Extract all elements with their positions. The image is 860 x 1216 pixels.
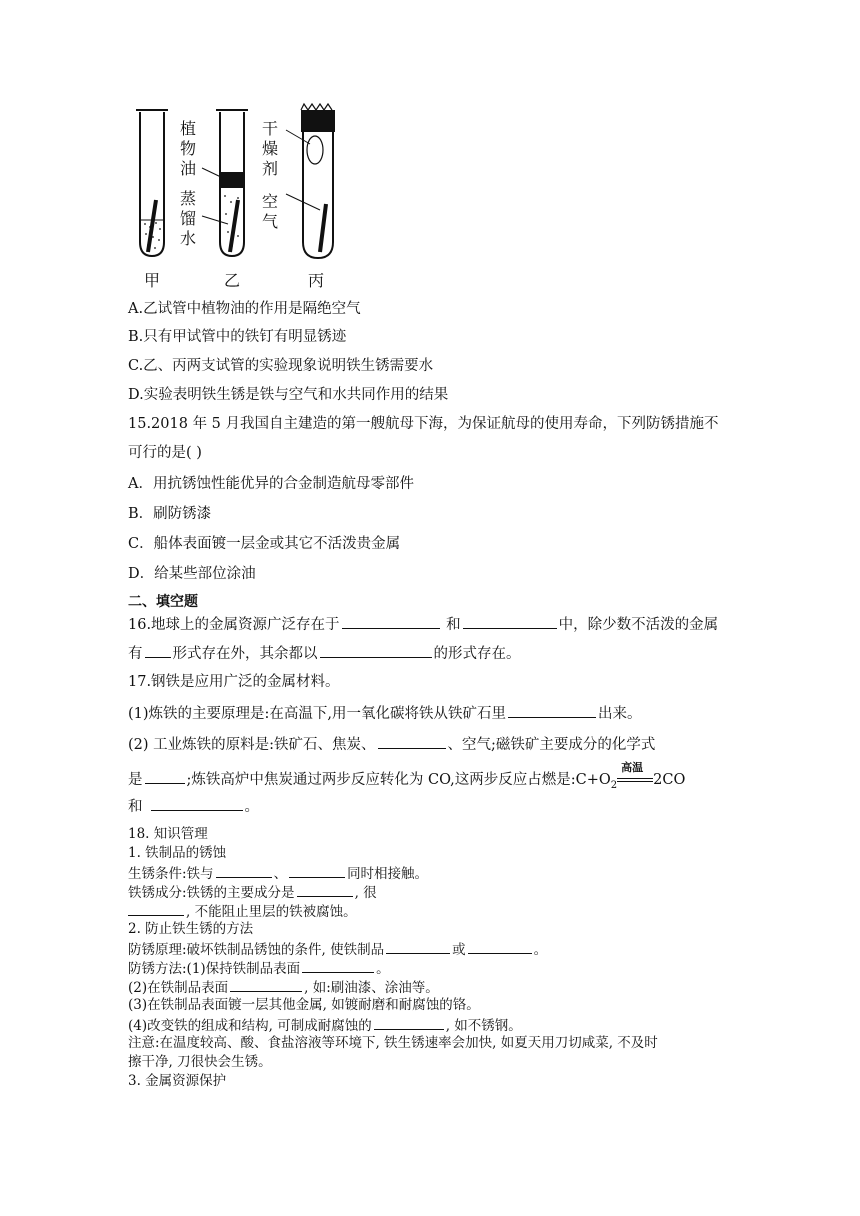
label-oil-1: 植 [180, 119, 197, 138]
q18-title: 18. 知识管理 [128, 826, 208, 842]
q15-stem-line1: 15.2018 年 5 月我国自主建造的第一艘航母下海，为保证航母的使用寿命，下列防锈措施不 [128, 416, 719, 432]
q15-option-c: C．船体表面镀一层金或其它不活泼贵金属 [128, 536, 401, 552]
label-tube-yi: 乙 [224, 271, 241, 290]
answer-blank[interactable] [508, 703, 596, 718]
tube-bing [286, 104, 335, 258]
label-water-1: 蒸 [180, 189, 197, 208]
answer-blank[interactable] [342, 614, 440, 629]
answer-blank[interactable] [302, 958, 374, 973]
test-tube-figure [128, 92, 348, 292]
answer-blank[interactable] [230, 977, 302, 992]
q18-section2: 2. 防止铁生锈的方法 [128, 921, 254, 937]
q14-option-c: C.乙、丙两支试管的实验现象说明铁生锈需要水 [128, 358, 434, 374]
answer-blank[interactable] [386, 939, 450, 954]
q14-option-b: B.只有甲试管中的铁钉有明显锈迹 [128, 329, 347, 345]
q18-method-3: (3)在铁制品表面镀一层其他金属, 如镀耐磨和耐腐蚀的铬。 [128, 997, 480, 1013]
q17-line3: 是 ;炼铁高炉中焦炭通过两步反应转化为 CO,这两步反应占燃是$:C+O_2$ 高温 2CO [128, 761, 686, 791]
label-oil-3: 油 [180, 159, 197, 178]
label-tube-jia: 甲 [144, 271, 161, 290]
q17-line2: (2) 工业炼铁的原料是:铁矿石、焦炭、 、空气;磁铁矿主要成分的化学式 [128, 734, 655, 754]
tube-jia [136, 110, 168, 256]
answer-blank[interactable] [378, 734, 446, 749]
label-desiccant-1: 干 [262, 119, 279, 138]
answer-blank[interactable] [145, 643, 171, 658]
answer-blank[interactable] [468, 939, 532, 954]
q18-method-2: (2)在铁制品表面 , 如:刷油漆、涂油等。 [128, 977, 439, 997]
answer-blank[interactable] [216, 863, 272, 878]
tube-yi [202, 110, 248, 256]
label-water-2: 馏 [180, 209, 197, 228]
label-oil-2: 物 [180, 139, 197, 158]
answer-blank[interactable] [145, 769, 185, 784]
q15-stem-line2: 可行的是( ) [128, 445, 202, 461]
q18-rust-component: 铁锈成分:铁锈的主要成分是 , 很 [128, 882, 377, 902]
label-air-2: 气 [262, 212, 279, 231]
q18-principle: 防锈原理:破坏铁制品锈蚀的条件, 使铁制品 或 。 [128, 939, 547, 959]
q17-title: 17.钢铁是应用广泛的金属材料。 [128, 674, 340, 690]
q18-condition: 生锈条件:铁与 、 同时相接触。 [128, 863, 428, 883]
answer-blank[interactable] [289, 863, 345, 878]
q14-option-a: A.乙试管中植物油的作用是隔绝空气 [128, 301, 361, 317]
section-heading: 二、填空题 [128, 594, 198, 610]
answer-blank[interactable] [151, 796, 243, 811]
q15-option-a: A．用抗锈蚀性能优异的合金制造航母零部件 [128, 476, 414, 492]
q14-option-d: D.实验表明铁生锈是铁与空气和水共同作用的结果 [128, 387, 449, 403]
q16-line1: 16.地球上的金属资源广泛存在于 和 中，除少数不活泼的金属 [128, 614, 718, 634]
label-desiccant-3: 剂 [262, 159, 279, 178]
q15-option-d: D．给某些部位涂油 [128, 566, 256, 582]
q16-line2: 有 形式存在外，其余都以 的形式存在。 [128, 643, 521, 663]
q17-line1: (1)炼铁的主要原理是:在高温下,用一氧化碳将铁从铁矿石里 出来。 [128, 703, 642, 723]
q18-method-4: (4)改变铁的组成和结构, 可制成耐腐蚀的 , 如不锈钢。 [128, 1015, 522, 1035]
label-water-3: 水 [180, 229, 197, 248]
q18-note-2: 擦干净, 刀很快会生锈。 [128, 1054, 272, 1070]
answer-blank[interactable] [463, 614, 557, 629]
q17-line4: 和 。 [128, 796, 259, 816]
q18-rust-component-2: , 不能阻止里层的铁被腐蚀。 [128, 901, 357, 921]
q18-method-1: 防锈方法:(1)保持铁制品表面 。 [128, 958, 390, 978]
q18-section3: 3. 金属资源保护 [128, 1073, 227, 1089]
answer-blank[interactable] [128, 901, 184, 916]
label-tube-bing: 丙 [308, 271, 325, 290]
label-desiccant-2: 燥 [262, 139, 279, 158]
label-air-1: 空 [262, 192, 279, 211]
q15-option-b: B．刷防锈漆 [128, 506, 212, 522]
q18-section1: 1. 铁制品的锈蚀 [128, 845, 227, 861]
reaction-condition: 高温 [617, 766, 653, 784]
q18-note-1: 注意:在温度较高、酸、食盐溶液等环境下, 铁生锈速率会加快, 如夏天用刀切咸菜, 不及时 [128, 1035, 658, 1051]
answer-blank[interactable] [320, 643, 432, 658]
answer-blank[interactable] [374, 1015, 444, 1030]
answer-blank[interactable] [297, 882, 353, 897]
